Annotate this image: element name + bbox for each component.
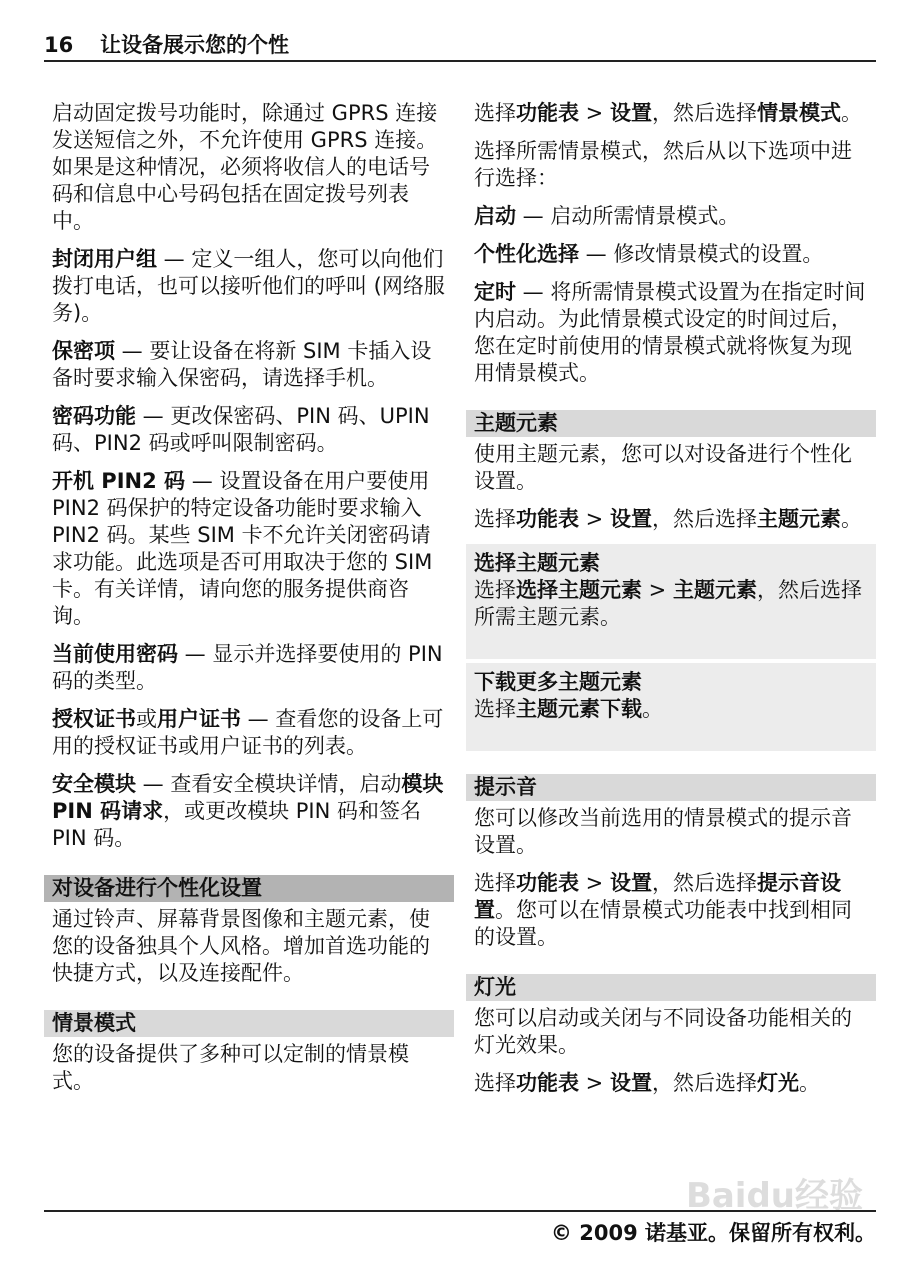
path-settings: 设置 xyxy=(609,101,652,125)
item-desc: — 修改情景模式的设置。 xyxy=(579,242,824,266)
section-heading-personalize: 对设备进行个性化设置 xyxy=(44,875,454,902)
item-desc: — 定义一组人，您可以向他们拨打电话，也可以接听他们的呼叫 (网络服务)。 xyxy=(52,247,445,325)
item-term: 模块 PIN 码请求 xyxy=(52,772,444,823)
path-text: 选择 xyxy=(474,697,516,721)
choose-text: 选择所需情景模式，然后从以下选项中进行选择： xyxy=(474,139,852,190)
option-personalize xyxy=(474,241,868,268)
item-desc: — 更改保密码、PIN 码、UPIN 码、PIN2 码或呼叫限制密码。 xyxy=(52,404,430,455)
path-settings: 设置 xyxy=(609,871,652,895)
item-password xyxy=(52,403,446,457)
themes-text: 使用主题元素，您可以对设备进行个性化设置。 xyxy=(474,442,852,493)
item-desc: — 查看您的设备上可用的授权证书或用户证书的列表。 xyxy=(52,707,444,758)
personalize-text: 通过铃声、屏幕背景图像和主题元素，使您的设备独具个人风格。增加首选功能的快捷方式，以及连接配件。 xyxy=(52,907,430,985)
path-text: 。您可以在情景模式功能表中找到相同的设置。 xyxy=(474,898,852,949)
path-target: 灯光 xyxy=(756,1071,799,1095)
path-text: ，然后选择 xyxy=(651,1071,757,1095)
path-text: 。 xyxy=(840,507,862,531)
intro-paragraph: 启动固定拨号功能时，除通过 GPRS 连接发送短信之外，不允许使用 GPRS 连接。如果是这种情况，必须将收信人的电话号码和信息中心号码包括在固定拨号列表中。 xyxy=(52,101,438,233)
item-term: 保密项 xyxy=(52,339,115,363)
path-text: 选择 xyxy=(474,101,516,125)
baidu-watermark: Baidu经验 xyxy=(685,1176,863,1216)
profiles-text: 您的设备提供了多种可以定制的情景模式。 xyxy=(52,1042,409,1093)
item-term: 个性化选择 xyxy=(474,242,579,266)
path-target: 情景模式 xyxy=(756,101,841,125)
path-menu: 功能表 xyxy=(516,871,579,895)
section-heading-tones: 提示音 xyxy=(466,774,876,801)
path-text: 选择 xyxy=(474,507,516,531)
path-text: ，然后选择所需主题元素。 xyxy=(474,578,862,629)
path-text: 选择 xyxy=(474,871,516,895)
page-header xyxy=(44,28,876,62)
item-security xyxy=(52,338,446,392)
box-text xyxy=(474,577,868,631)
path-target: 主题元素 xyxy=(672,578,757,602)
item-term: 安全模块 xyxy=(52,772,136,796)
path-menu: 功能表 xyxy=(516,1071,579,1095)
path-menu: 功能表 xyxy=(516,507,579,531)
box-title: 下载更多主题元素 xyxy=(474,670,642,694)
item-term: 密码功能 xyxy=(52,404,136,428)
item-desc: — 显示并选择要使用的 PIN 码的类型。 xyxy=(52,642,443,693)
item-pin2 xyxy=(52,468,446,630)
path-arrow: > xyxy=(579,101,610,125)
tones-text: 您可以修改当前选用的情景模式的提示音设置。 xyxy=(474,806,852,857)
item-desc: — 启动所需情景模式。 xyxy=(516,204,740,228)
path-text: ，然后选择 xyxy=(651,507,757,531)
copyright-text: © 2009 诺基亚。保留所有权利。 xyxy=(550,1221,876,1245)
path-text: 。 xyxy=(840,101,862,125)
item-desc: — 查看安全模块详情，启动 xyxy=(136,772,402,796)
item-desc: — 设置设备在用户要使用 PIN2 码保护的特定设备功能时要求输入 PIN2 码。某些 SIM 卡不允许关闭密码请求功能。此选项是否可用取决于您的 SIM 卡。有关详情，请向您的服务提供商咨询。 xyxy=(52,469,433,628)
section-heading-themes: 主题元素 xyxy=(466,410,876,437)
item-security-module xyxy=(52,771,446,852)
path-text: 选择 xyxy=(474,1071,516,1095)
item-connector: 或 xyxy=(136,707,157,731)
path-arrow: > xyxy=(579,871,610,895)
item-term: 定时 xyxy=(474,280,516,304)
item-closed-group xyxy=(52,246,446,327)
item-term: 封闭用户组 xyxy=(52,247,157,271)
item-term: 开机 PIN2 码 xyxy=(52,469,186,493)
path-menu: 功能表 xyxy=(516,101,579,125)
item-desc: — 要让设备在将新 SIM 卡插入设备时要求输入保密码，请选择手机。 xyxy=(52,339,432,390)
box-select-theme xyxy=(466,544,876,659)
path-text: 。 xyxy=(642,697,663,721)
path-target: 主题元素 xyxy=(756,507,841,531)
path-target: 提示音设置 xyxy=(474,871,841,922)
themes-path xyxy=(474,506,868,533)
item-current-code xyxy=(52,641,446,695)
path-text: 。 xyxy=(798,1071,820,1095)
path-arrow: > xyxy=(579,507,610,531)
box-download-themes xyxy=(466,663,876,751)
chapter-title: 让设备展示您的个性 xyxy=(100,33,289,57)
path-menu: 选择主题元素 xyxy=(516,578,642,602)
item-term: 用户证书 xyxy=(157,707,241,731)
item-term: 当前使用密码 xyxy=(52,642,178,666)
page-number: 16 xyxy=(44,33,74,57)
box-text xyxy=(474,696,868,723)
item-term: 授权证书 xyxy=(52,707,136,731)
option-timed xyxy=(474,279,868,387)
path-text: ，然后选择 xyxy=(651,871,757,895)
path-settings: 设置 xyxy=(609,1071,652,1095)
lights-text: 您可以启动或关闭与不同设备功能相关的灯光效果。 xyxy=(474,1006,852,1057)
section-heading-lights: 灯光 xyxy=(466,974,876,1001)
box-title: 选择主题元素 xyxy=(474,551,600,575)
profiles-path xyxy=(474,100,868,127)
left-column xyxy=(44,100,454,1106)
page-footer xyxy=(44,1210,876,1250)
option-activate xyxy=(474,203,868,230)
item-term: 启动 xyxy=(474,204,516,228)
path-arrow: > xyxy=(642,578,673,602)
right-column xyxy=(466,100,876,1108)
item-certificates xyxy=(52,706,446,760)
path-target: 主题元素下载 xyxy=(516,697,642,721)
path-settings: 设置 xyxy=(609,507,652,531)
item-desc: ，或更改模块 PIN 码和签名 PIN 码。 xyxy=(52,799,422,850)
path-text: 选择 xyxy=(474,578,516,602)
path-text: ，然后选择 xyxy=(651,101,757,125)
lights-path xyxy=(474,1070,868,1097)
item-desc: — 将所需情景模式设置为在指定时间内启动。为此情景模式设定的时间过后，您在定时前使用的情景模式就将恢复为现用情景模式。 xyxy=(474,280,866,385)
path-arrow: > xyxy=(579,1071,610,1095)
tones-path xyxy=(474,870,868,951)
section-heading-profiles: 情景模式 xyxy=(44,1010,454,1037)
